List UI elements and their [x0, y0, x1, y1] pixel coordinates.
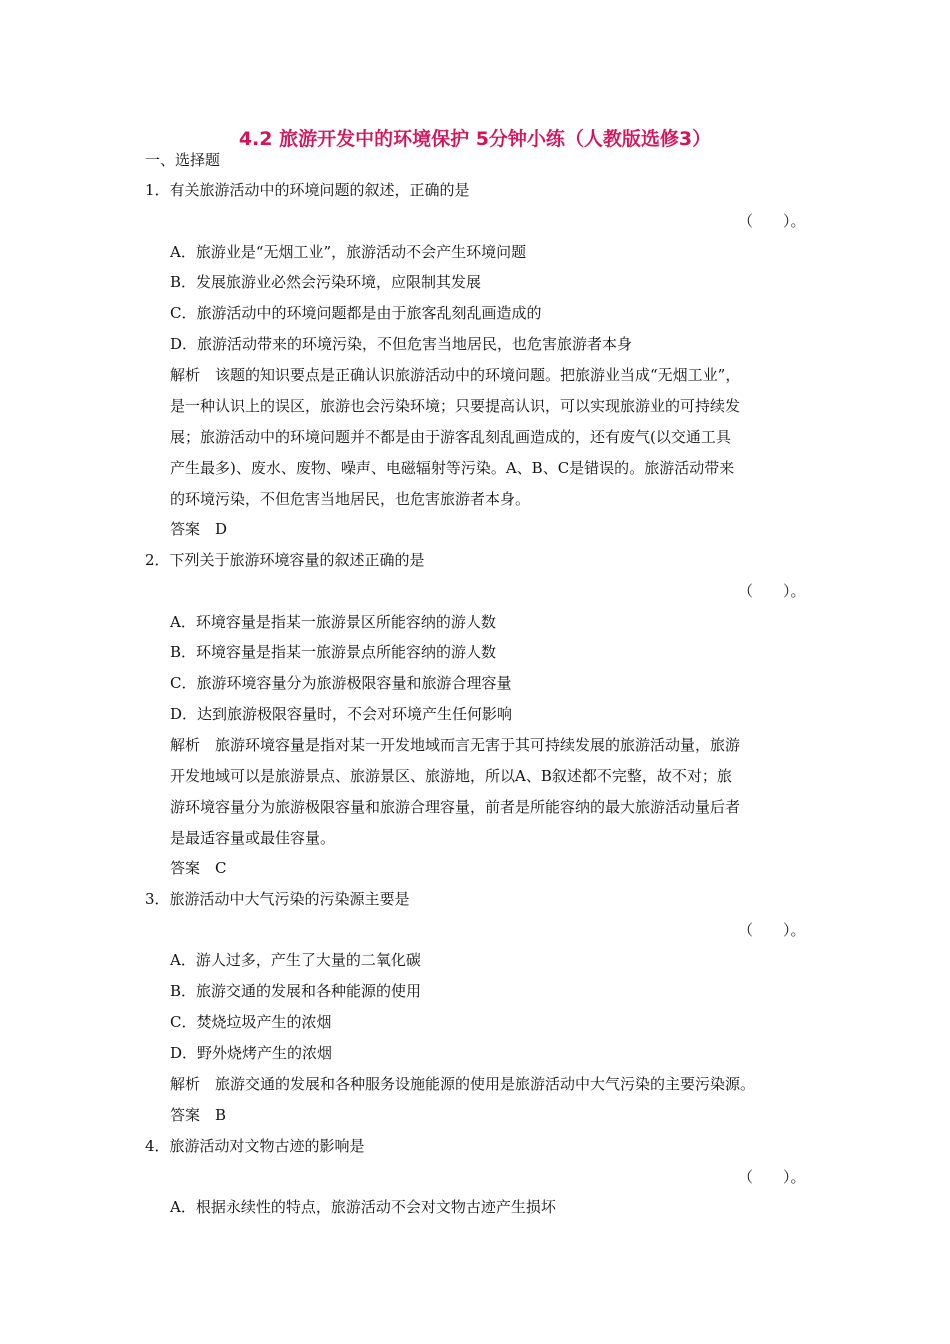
- question-3-answer-blank: （ ）。: [738, 921, 806, 939]
- question-1-option-a: A．旅游业是“无烟工业”，旅游活动不会产生环境问题: [170, 243, 527, 261]
- question-1-option-b: B．发展旅游业必然会污染环境，应限制其发展: [170, 273, 482, 291]
- question-3-option-d: D．野外烧烤产生的浓烟: [170, 1044, 333, 1062]
- question-2-option-d: D．达到旅游极限容量时，不会对环境产生任何影响: [170, 705, 513, 723]
- question-3-analysis-line: 解析 旅游交通的发展和各种服务设施能源的使用是旅游活动中大气污染的主要污染源。: [170, 1075, 756, 1093]
- question-1-option-d: D．旅游活动带来的环境污染，不但危害当地居民，也危害旅游者本身: [170, 335, 633, 353]
- question-2-analysis-line: 游环境容量分为旅游极限容量和旅游合理容量，前者是所能容纳的最大旅游活动量后者: [170, 798, 741, 816]
- question-2-analysis-line: 是最适容量或最佳容量。: [170, 829, 336, 847]
- question-1-answer: 答案 D: [170, 520, 228, 538]
- question-3-stem: 3．旅游活动中大气污染的污染源主要是: [145, 890, 410, 908]
- question-1-analysis-line: 展；旅游活动中的环境问题并不都是由于游客乱刻乱画造成的，还有废气(以交通工具: [170, 428, 731, 446]
- question-2-stem: 2．下列关于旅游环境容量的叙述正确的是: [145, 551, 425, 569]
- question-4-answer-blank: （ ）。: [738, 1168, 806, 1186]
- question-3-option-b: B．旅游交通的发展和各种能源的使用: [170, 982, 422, 1000]
- question-1-analysis-line: 是一种认识上的误区，旅游也会污染环境；只要提高认识，可以实现旅游业的可持续发: [170, 397, 741, 415]
- question-3-option-c: C．焚烧垃圾产生的浓烟: [170, 1013, 332, 1031]
- question-1-analysis-line: 产生最多)、废水、废物、噪声、电磁辐射等污染。A、B、C是错误的。旅游活动带来: [170, 459, 735, 477]
- question-1-option-c: C．旅游活动中的环境问题都是由于旅客乱刻乱画造成的: [170, 304, 542, 322]
- question-3-option-a: A．游人过多，产生了大量的二氧化碳: [170, 951, 421, 969]
- question-1-analysis-line: 的环境污染，不但危害当地居民，也危害旅游者本身。: [170, 490, 531, 508]
- question-2-analysis-line: 开发地域可以是旅游景点、旅游景区、旅游地，所以A、B叙述都不完整，故不对；旅: [170, 767, 732, 785]
- question-2-answer: 答案 C: [170, 859, 227, 877]
- question-2-option-b: B．环境容量是指某一旅游景点所能容纳的游人数: [170, 643, 497, 661]
- question-4-stem: 4．旅游活动对文物古迹的影响是: [145, 1137, 365, 1155]
- question-4-option-a: A．根据永续性的特点，旅游活动不会对文物古迹产生损坏: [170, 1198, 556, 1216]
- section-heading: 一、选择题: [145, 151, 221, 169]
- question-1-stem: 1．有关旅游活动中的环境问题的叙述，正确的是: [145, 181, 470, 199]
- question-2-answer-blank: （ ）。: [738, 582, 806, 600]
- question-1-analysis-line: 解析 该题的知识要点是正确认识旅游活动中的环境问题。把旅游业当成“无烟工业”，: [170, 366, 741, 384]
- question-2-analysis-line: 解析 旅游环境容量是指对某一开发地域而言无害于其可持续发展的旅游活动量，旅游: [170, 736, 741, 754]
- question-2-option-a: A．环境容量是指某一旅游景区所能容纳的游人数: [170, 613, 496, 631]
- page-title: 4.2 旅游开发中的环境保护 5分钟小练（人教版选修3）: [238, 128, 712, 150]
- question-1-answer-blank: （ ）。: [738, 212, 806, 230]
- question-3-answer: 答案 B: [170, 1106, 227, 1124]
- question-2-option-c: C．旅游环境容量分为旅游极限容量和旅游合理容量: [170, 674, 512, 692]
